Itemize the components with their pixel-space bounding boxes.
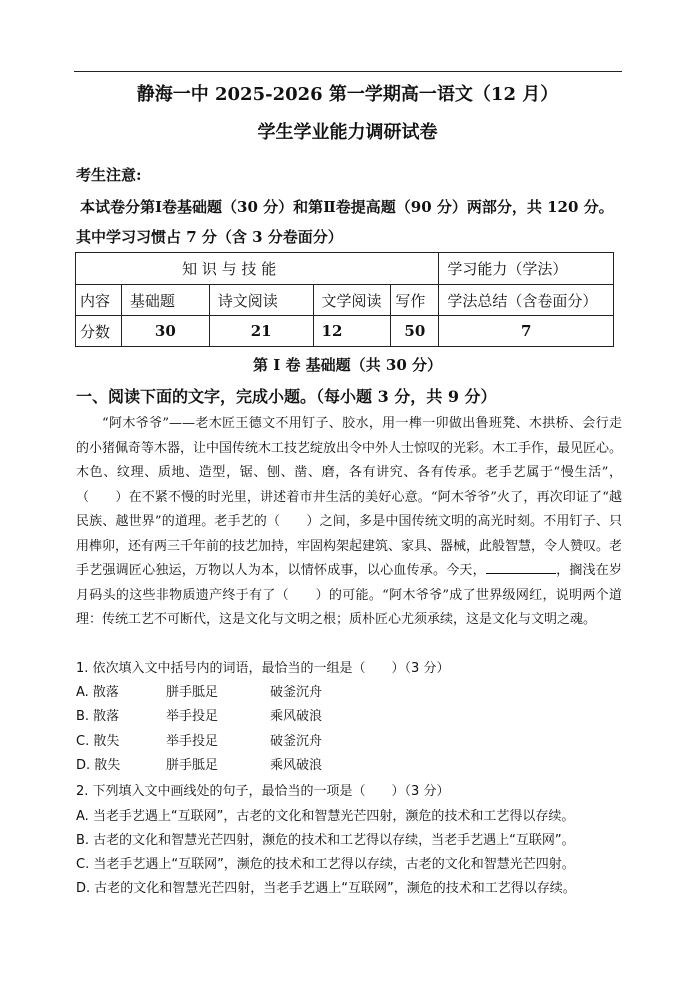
passage-text: “阿木爷爷”——老木匠王德文不用钉子、胶水，用一榫一卯做出鲁班凳、木拱桥、会行走的小猪佩奇等木器，让中国传统木工技艺绽放出令中外人士惊叹的光彩。木工手作，最见匠心。木色、纹理、质地、造型，锯、刨、凿、磨，各有讲究、各有传承。老手艺属于“慢生活”，（ ）在不紧不慢的时光里，讲述着市井生活的美好心意。“阿木爷爷”火了，再次印证了“越民族、越世界”的道理。老手艺的（ ）之间，多是中国传统文明的高光时刻。不用钉子、只用榫卯，还有两三千年前的技艺加持，牢固构架起建筑、家具、器械，此般智慧，令人赞叹。老手艺强调匠心独运，万物以人为本，以情怀成事，以心血传承。今天， (76, 416, 623, 578)
part-heading: 一、阅读下面的文字，完成小题。（每小题 3 分，共 9 分） (76, 387, 497, 406)
table-row (76, 285, 614, 316)
option-label: B. 散落 (76, 709, 120, 724)
notice-line-1: 本试卷分第Ⅰ卷基础题（30 分）和第Ⅱ卷提高题（90 分）两部分，共 120 分。 (80, 198, 614, 216)
q1-option-a[interactable] (76, 681, 119, 700)
option-word: 破釜沉舟 (270, 685, 323, 700)
q1-option-d[interactable] (76, 754, 120, 773)
group-knowledge: 知 识 与 技 能 (76, 253, 439, 285)
q1-option-c[interactable] (76, 730, 119, 749)
option-label: C. 散失 (76, 734, 120, 749)
column-header: 写作 (391, 285, 439, 316)
q1-option-b[interactable] (76, 705, 119, 724)
option-word: 乘风破浪 (270, 758, 323, 773)
option-word: 乘风破浪 (270, 709, 323, 724)
column-header: 诗文阅读 (209, 285, 313, 316)
row-header-content: 内容 (76, 285, 122, 316)
row-header-score: 分数 (76, 316, 122, 347)
reading-passage (76, 412, 622, 633)
column-header: 学法总结（含卷面分） (439, 285, 614, 316)
passage-text: ，搁浅在岁月码头的这些非物质遗产终于有了（ ）的可能。“阿木爷爷”成了世界级网红，说明两个道理：传统工艺不可断代，这是文化与文明之根；质朴匠心尤须承续，这是文化与文明之魂。 (76, 563, 622, 627)
question-2-stem: 2. 下列填入文中画线处的句子，最恰当的一项是（ ）（3 分） (76, 784, 450, 799)
score-cell: 30 (121, 316, 209, 347)
header-rule (74, 71, 622, 72)
fill-blank-line (486, 559, 556, 574)
q2-option-d[interactable]: D. 古老的文化和智慧光芒四射，当老手艺遇上“互联网”，濒危的技术和工艺得以存续。 (76, 881, 576, 896)
score-table (75, 252, 614, 347)
q2-option-b[interactable]: B. 古老的文化和智慧光芒四射，濒危的技术和工艺得以存续，当老手艺遇上“互联网”。 (76, 833, 575, 848)
score-cell: 50 (391, 316, 439, 347)
score-cell: 21 (209, 316, 313, 347)
q2-option-c[interactable]: C. 当老手艺遇上“互联网”，濒危的技术和工艺得以存续，古老的文化和智慧光芒四射。 (76, 857, 575, 872)
option-word: 胼手胝足 (166, 758, 219, 773)
score-cell: 12 (313, 316, 391, 347)
question-1-stem: 1. 依次填入文中括号内的词语，最恰当的一组是（ ）（3 分） (76, 661, 450, 676)
notice-heading: 考生注意: (76, 166, 142, 184)
column-header: 基础题 (121, 285, 209, 316)
option-word: 胼手胝足 (166, 685, 219, 700)
section-title: 第 Ⅰ 卷 基础题（共 30 分） (252, 356, 442, 374)
table-row (76, 316, 614, 347)
table-row (76, 253, 614, 285)
option-word: 破釜沉舟 (270, 734, 323, 749)
exam-title: 静海一中 2025-2026 第一学期高一语文（12 月） (136, 84, 559, 105)
column-header: 文学阅读 (313, 285, 391, 316)
option-word: 举手投足 (166, 734, 219, 749)
exam-subtitle: 学生学业能力调研试卷 (257, 122, 438, 143)
option-label: D. 散失 (76, 758, 121, 773)
score-cell: 7 (439, 316, 614, 347)
option-label: A. 散落 (76, 685, 119, 700)
group-ability: 学习能力（学法） (439, 253, 614, 285)
q2-option-a[interactable]: A. 当老手艺遇上“互联网”，古老的文化和智慧光芒四射，濒危的技术和工艺得以存续。 (76, 809, 575, 824)
notice-line-2: 其中学习习惯占 7 分（含 3 分卷面分） (76, 228, 343, 246)
option-word: 举手投足 (166, 709, 219, 724)
